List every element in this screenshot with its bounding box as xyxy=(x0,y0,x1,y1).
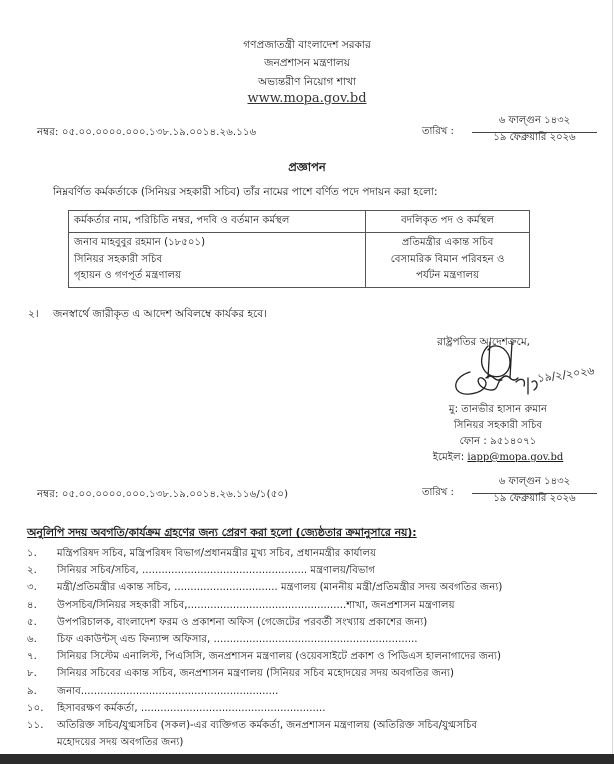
posting-cell xyxy=(366,233,530,288)
list-item xyxy=(27,683,607,700)
table-header-row xyxy=(69,211,530,233)
signatory-designation: সিনিয়র সহকারী সচিব xyxy=(453,420,543,431)
website-wrap xyxy=(0,91,614,106)
signatory-phone: ফোন : ৯৫১৪০৭১ xyxy=(459,436,537,447)
list-item xyxy=(27,597,607,614)
order-line: রাষ্ট্রপতির আদেশক্রমে, xyxy=(437,336,530,348)
list-item-text: জনাব............................................................. xyxy=(57,685,279,697)
list-item-number: ৩. xyxy=(27,582,37,594)
list-item xyxy=(27,700,607,717)
memo-date xyxy=(422,113,607,147)
date-gregorian: ১৯ ফেব্রুয়ারি ২০২৬ xyxy=(493,132,576,143)
list-item-text: হিসাবরক্ষণ কর্মকর্তা, ......................................................... xyxy=(57,702,326,714)
signature-date: ১৯/২/২০২৬ xyxy=(536,364,596,385)
list-item xyxy=(27,665,607,682)
para2-number: ২। xyxy=(28,308,39,320)
list-item xyxy=(27,734,607,751)
para2-text: জনস্বার্থে জারীকৃত এ আদেশ অবিলম্বে কার্যকর হবে। xyxy=(53,308,267,320)
table-row xyxy=(69,233,530,288)
list-item-text: সিনিয়র সচিবের একান্ত সচিব, জনপ্রশাসন মন্ত্রণালয় (সিনিয়র সচিব মহোদয়ের সদয় অবগতির জন্য) xyxy=(57,668,454,680)
list-item xyxy=(27,717,607,734)
officer-name: জনাব মাহবুবুর রহমান (১৮৫০১) xyxy=(74,237,206,248)
header-posting: বদলিকৃত পদ ও কর্মস্থল xyxy=(366,211,530,233)
officer-workplace: গৃহায়ন ও গণপূর্ত মন্ত্রণালয় xyxy=(74,270,182,281)
list-item-text: মন্ত্রিপরিষদ সচিব, মন্ত্রিপরিষদ বিভাগ/প্রধানমন্ত্রীর মুখ্য সচিব, প্রধানমন্ত্রীর কার্যালয় xyxy=(57,548,377,559)
signatory-email-line xyxy=(393,450,603,467)
date-bangla: ৬ ফাল্গুন ১৪৩২ xyxy=(472,474,597,494)
list-item-text: মহোদয়ের সদয় অবগতির জন্য) xyxy=(57,737,184,749)
date-label: তারিখ : xyxy=(422,126,454,137)
list-item xyxy=(27,631,607,648)
memo-number: নম্বর: ০৫.০০.০০০০.০০০.১৩৮.১৯.০০১৪.২৬.১১৬ xyxy=(37,127,257,138)
posting-table xyxy=(68,210,530,288)
list-item-number: ৯. xyxy=(27,685,37,697)
list-item-number: ২. xyxy=(27,565,37,577)
list-item-text: সিনিয়র সিস্টেম এনালিস্ট, পিএসিসি, জনপ্রশাসন মন্ত্রণালয় (ওয়েবসাইটে প্রকাশ ও পিডিএস হালনাগাদের জন্য) xyxy=(57,651,501,663)
notice-intro: নিম্নবর্ণিত কর্মকর্তাকে (সিনিয়র সহকারী সচিব) তাঁর নামের পাশে বর্ণিত পদে পদায়ন করা হলো: xyxy=(53,186,438,198)
section-name: অভ্যন্তরীণ নিয়োগ শাখা xyxy=(258,76,356,88)
signature-image xyxy=(430,338,596,400)
notice-title: প্রজ্ঞাপন xyxy=(288,160,326,174)
ministry-name: জনপ্রশাসন মন্ত্রণালয় xyxy=(264,57,350,69)
list-item-number: ৭. xyxy=(27,651,37,663)
list-item-text: উপসচিব/সিনিয়র সহকারী সচিব,.................................................শাখা, জনপ্রশাসন মন্ত্রণালয় xyxy=(57,599,455,611)
list-item xyxy=(27,648,607,665)
date-gregorian: ১৯ ফেব্রুয়ারি ২০২৬ xyxy=(493,493,576,504)
email-label: ইমেইল: xyxy=(432,452,465,463)
posting-line-3: পর্যটন মন্ত্রণালয় xyxy=(416,270,480,281)
posting-line-2: বেসামরিক বিমান পরিবহন ও xyxy=(390,253,505,265)
list-item xyxy=(27,562,607,579)
government-name: গণপ্রজাতন্ত্রী বাংলাদেশ সরকার xyxy=(243,39,371,51)
list-item xyxy=(27,614,607,631)
list-item-text: সিনিয়র সচিব/সচিব, ................................................... মন্ত্রণালয়/বিভাগ xyxy=(57,565,376,577)
email-link[interactable]: iapp@mopa.gov.bd xyxy=(467,452,564,463)
date-label: তারিখ : xyxy=(422,487,454,498)
list-item-number: ৫. xyxy=(27,616,37,628)
list-item xyxy=(27,579,607,596)
list-item-number: ১১. xyxy=(27,720,44,732)
list-item-number: ৪. xyxy=(27,599,37,611)
signatory-name: মু: তানভীর হাসান রুমান xyxy=(448,404,548,415)
list-item-text: মন্ত্রী/প্রতিমন্ত্রীর একান্ত সচিব, ................................ মন্ত্রণালয় (মাননীয় মন্ত্রী/প্রতিমন্ত্রীর সদয় অবগতির জন্য) xyxy=(57,582,503,594)
posting-line-1: প্রতিমন্ত্রীর একান্ত সচিব xyxy=(401,237,494,248)
cc-heading: অনুলিপি সদয় অবগতি/কার্যক্রম গ্রহণের জন্য প্রেরণ করা হলো (জ্যেষ্ঠতার ক্রমানুসারে নয়): xyxy=(27,526,417,539)
list-item-number: ১. xyxy=(27,548,37,559)
bottom-bar xyxy=(0,754,614,764)
list-item-number: ১০. xyxy=(27,702,44,714)
header-officer: কর্মকর্তার নাম, পরিচিতি নম্বর, পদবি ও বর্তমান কর্মস্থল xyxy=(69,211,366,233)
list-item-text: অতিরিক্ত সচিব/যুগ্মসচিব (সকল)-এর ব্যক্তিগত কর্মকর্তা, জনপ্রশাসন মন্ত্রণালয় (অতিরিক্ত সচিব/যুগ্মসচিব xyxy=(57,720,478,732)
list-item xyxy=(27,545,607,562)
officer-cell xyxy=(69,233,366,288)
copy-memo-number: নম্বর: ০৫.০০.০০০০.০০০.১৩৮.১৯.০০১৪.২৬.১১৬/১(৫০) xyxy=(37,489,289,500)
list-item-text: চিফ একাউন্টস্ এন্ড ফিন্যান্স অফিসার, ............................................................... xyxy=(57,634,418,646)
list-item-number: ৬. xyxy=(27,634,37,646)
cc-list xyxy=(27,545,607,751)
copy-memo-date xyxy=(422,474,607,508)
officer-designation: সিনিয়র সহকারী সচিব xyxy=(74,253,163,265)
list-item-text: উপপরিচালক, বাংলাদেশ ফরম ও প্রকাশনা অফিস (গেজেটের পরবর্তী সংখ্যায় প্রকাশের জন্য) xyxy=(57,616,428,628)
list-item-number xyxy=(27,734,57,751)
list-item-number: ৮. xyxy=(27,668,37,680)
website-link[interactable]: www.mopa.gov.bd xyxy=(247,91,367,106)
date-bangla: ৬ ফাল্গুন ১৪৩২ xyxy=(472,113,597,133)
